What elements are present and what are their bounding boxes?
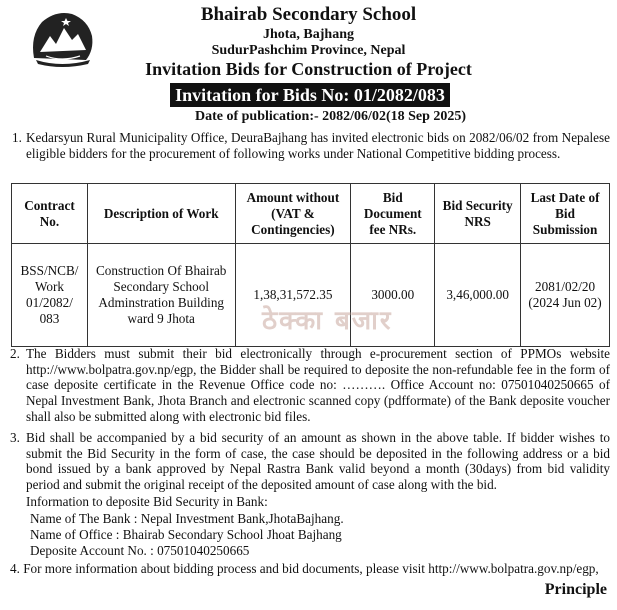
- publication-date: Date of publication:- 2082/06/02(18 Sep 2025): [195, 109, 467, 124]
- header-contract-no: Contract No.: [12, 184, 88, 244]
- signature-principle: Principle: [544, 581, 607, 598]
- cell-amount: 1,38,31,572.35: [235, 244, 351, 347]
- paragraph-3-text: Bid shall be accompanied by a bid security of an amount as shown in the above table. If bidder wishes to submit the Bid Security in the form of case, the case should be deposited in the following address or a bid bond issued by a bank approved by Nepal Rastra Bank valid beyond a month (30days) from bid validity period and submit the original receipt of the deposited amount of case along with the bid.: [26, 430, 610, 493]
- bank-name: Name of The Bank : Nepal Investment Bank,JhotaBajhang.: [30, 511, 344, 526]
- header-amount: Amount without (VAT & Contingencies): [235, 184, 351, 244]
- bank-info-heading: Information to deposite Bid Security in Bank:: [26, 494, 268, 509]
- paragraph-1-number: 1.: [12, 130, 22, 145]
- paragraph-3: [10, 430, 610, 493]
- header-description: Description of Work: [87, 184, 235, 244]
- cell-contract-no: BSS/NCB/ Work 01/2082/ 083: [12, 244, 88, 347]
- paragraph-2-text: The Bidders must submit their bid electronically through e-procurement section of PPMOs website http://www.bolpatra.gov.np/egp, the Bidder shall be required to deposite the non-refundable fee in the form of case deposite certificate in the Revenue Office code no: ………. Office Account no: 07501040250665 of Nepal Investment Bank, Jhota Branch and electronic scanned copy (pdfformate) of the Bank deposite voucher shall also be submitted along with electronic bid files.: [26, 346, 610, 424]
- school-address: Jhota, Bajhang: [262, 27, 355, 42]
- cell-bid-security: 3,46,000.00: [435, 244, 521, 347]
- deposit-account: Deposite Account No. : 07501040250665: [30, 543, 250, 558]
- paragraph-3-number: 3.: [10, 430, 20, 445]
- header-doc-fee: Bid Document fee NRs.: [351, 184, 435, 244]
- notice-title: Invitation Bids for Construction of Project: [145, 59, 472, 79]
- bid-number-banner: Invitation for Bids No: 01/2082/083: [170, 83, 450, 107]
- paragraph-1: [12, 130, 610, 161]
- school-name: Bhairab Secondary School: [200, 4, 417, 25]
- header-last-date: Last Date of Bid Submission: [521, 184, 610, 244]
- paragraph-1-text: Kedarsyun Rural Municipality Office, DeuraBajhang has invited electronic bids on 2082/06/02 from Nepalese eligible bidders for the procurement of following works under National Competitive bidding process.: [26, 130, 610, 161]
- paragraph-2: [10, 346, 610, 425]
- cell-doc-fee: 3000.00: [351, 244, 435, 347]
- office-name: Name of Office : Bhairab Secondary School Jhoat Bajhang: [30, 527, 342, 542]
- cell-description: Construction Of Bhairab Secondary School Adminstration Building ward 9 Jhota: [87, 244, 235, 347]
- paragraph-2-number: 2.: [10, 346, 20, 361]
- paragraph-4: 4. For more information about bidding process and bid documents, please visit http://www.bolpatra.gov.np/egp,: [10, 561, 599, 576]
- header-bid-security: Bid Security NRS: [435, 184, 521, 244]
- table-header-row: [12, 184, 610, 244]
- cell-last-date: 2081/02/20 (2024 Jun 02): [521, 244, 610, 347]
- watermark: ठेक्का बजार: [262, 306, 393, 336]
- school-province: SudurPashchim Province, Nepal: [211, 43, 406, 58]
